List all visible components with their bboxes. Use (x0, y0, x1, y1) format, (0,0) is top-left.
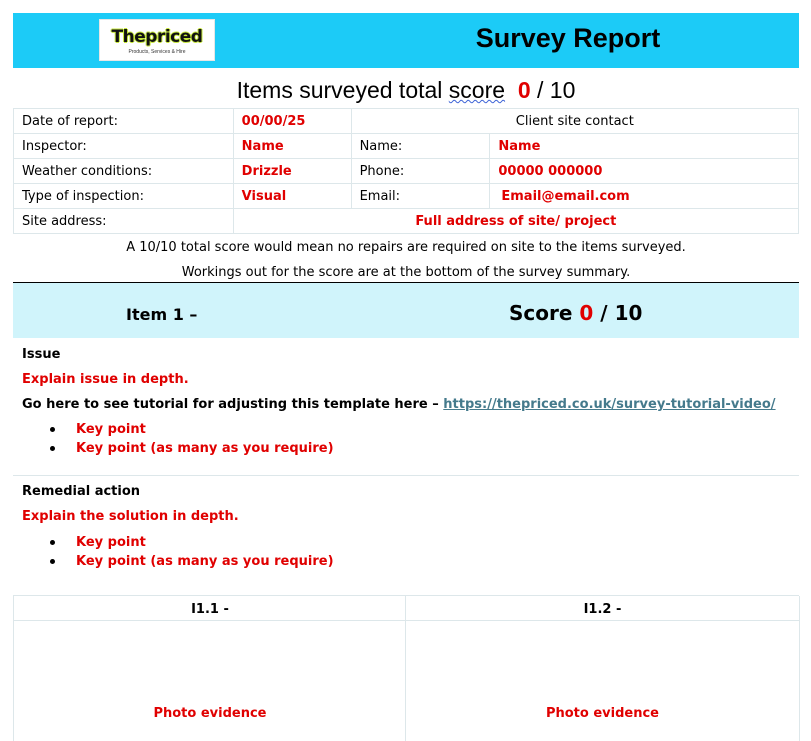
phone-label: Phone: (351, 159, 490, 184)
client-contact-heading: Client site contact (351, 109, 798, 134)
item-header (13, 283, 799, 338)
remedial-explanation[interactable]: Explain the solution in depth. (22, 509, 239, 524)
date-value[interactable]: 00/00/25 (233, 109, 351, 134)
bullet-icon (50, 427, 55, 432)
list-item[interactable] (22, 439, 334, 458)
tutorial-prefix: Go here to see tutorial for adjusting this template here – (22, 397, 439, 412)
email-value[interactable]: Email@email.com (490, 184, 799, 209)
score-notes (13, 235, 799, 285)
remedial-key-points (22, 533, 334, 571)
photo-label: I1.1 - (14, 596, 406, 621)
logo-tagline: Products, Services & Hire (128, 49, 186, 55)
item-score (509, 301, 642, 325)
company-logo (99, 19, 215, 61)
score-note-2: Workings out for the score are at the bottom of the survey summary. (181, 265, 631, 280)
list-item-text: Key point (76, 422, 146, 437)
total-score-value[interactable]: 0 (517, 77, 531, 103)
inspector-value[interactable]: Name (233, 134, 351, 159)
total-score-line (13, 70, 799, 106)
tutorial-line (22, 397, 776, 412)
site-address-label: Site address: (14, 209, 234, 234)
photo-slot-2[interactable] (405, 596, 800, 741)
issue-key-points (22, 420, 334, 458)
report-info-table (13, 108, 799, 234)
name-label: Name: (351, 134, 490, 159)
list-item[interactable] (22, 533, 334, 552)
list-item-text: Key point (as many as you require) (76, 554, 334, 569)
table-row (14, 134, 799, 159)
total-score-suffix: / 10 (537, 77, 576, 103)
bullet-icon (50, 540, 55, 545)
date-label: Date of report: (14, 109, 234, 134)
list-item[interactable] (22, 420, 334, 439)
photo-evidence-grid (13, 596, 799, 741)
remedial-heading: Remedial action (22, 484, 141, 499)
list-item-text: Key point (as many as you require) (76, 441, 334, 456)
site-address-value[interactable]: Full address of site/ project (233, 209, 798, 234)
inspection-type-label: Type of inspection: (14, 184, 234, 209)
table-row (14, 184, 799, 209)
survey-report-page (13, 13, 799, 741)
bullet-icon (50, 559, 55, 564)
score-note-1: A 10/10 total score would mean no repairs are required on site to the items surveyed. (126, 240, 686, 255)
inspector-label: Inspector: (14, 134, 234, 159)
email-label: Email: (351, 184, 490, 209)
item-score-suffix: / 10 (600, 301, 643, 325)
total-score-prefix: Items surveyed total (236, 77, 443, 103)
weather-value[interactable]: Drizzle (233, 159, 351, 184)
phone-value[interactable]: 00000 000000 (490, 159, 799, 184)
photo-placeholder: Photo evidence (545, 706, 660, 721)
name-value[interactable]: Name (490, 134, 799, 159)
photo-placeholder: Photo evidence (153, 706, 267, 721)
table-row (14, 109, 799, 134)
bullet-icon (50, 446, 55, 451)
item-score-value[interactable]: 0 (579, 301, 594, 325)
logo-wordmark: Thepriced (111, 27, 203, 47)
page-title: Survey Report (475, 23, 661, 53)
issue-heading: Issue (22, 347, 61, 362)
list-item-text: Key point (76, 535, 146, 550)
table-row (14, 159, 799, 184)
photo-label: I1.2 - (406, 596, 799, 621)
inspection-type-value[interactable]: Visual (233, 184, 351, 209)
tutorial-link[interactable]: https://thepriced.co.uk/survey-tutorial-video/ (443, 397, 776, 412)
weather-label: Weather conditions: (14, 159, 234, 184)
issue-section (13, 339, 799, 476)
remedial-section (13, 476, 799, 596)
item-score-label: Score (509, 301, 573, 325)
issue-explanation[interactable]: Explain issue in depth. (22, 372, 189, 387)
photo-slot-1[interactable] (13, 596, 406, 741)
header-banner (13, 13, 799, 68)
list-item[interactable] (22, 552, 334, 571)
total-score-word: score (448, 77, 506, 103)
table-row (14, 209, 799, 234)
item-label: Item 1 – (126, 305, 198, 324)
